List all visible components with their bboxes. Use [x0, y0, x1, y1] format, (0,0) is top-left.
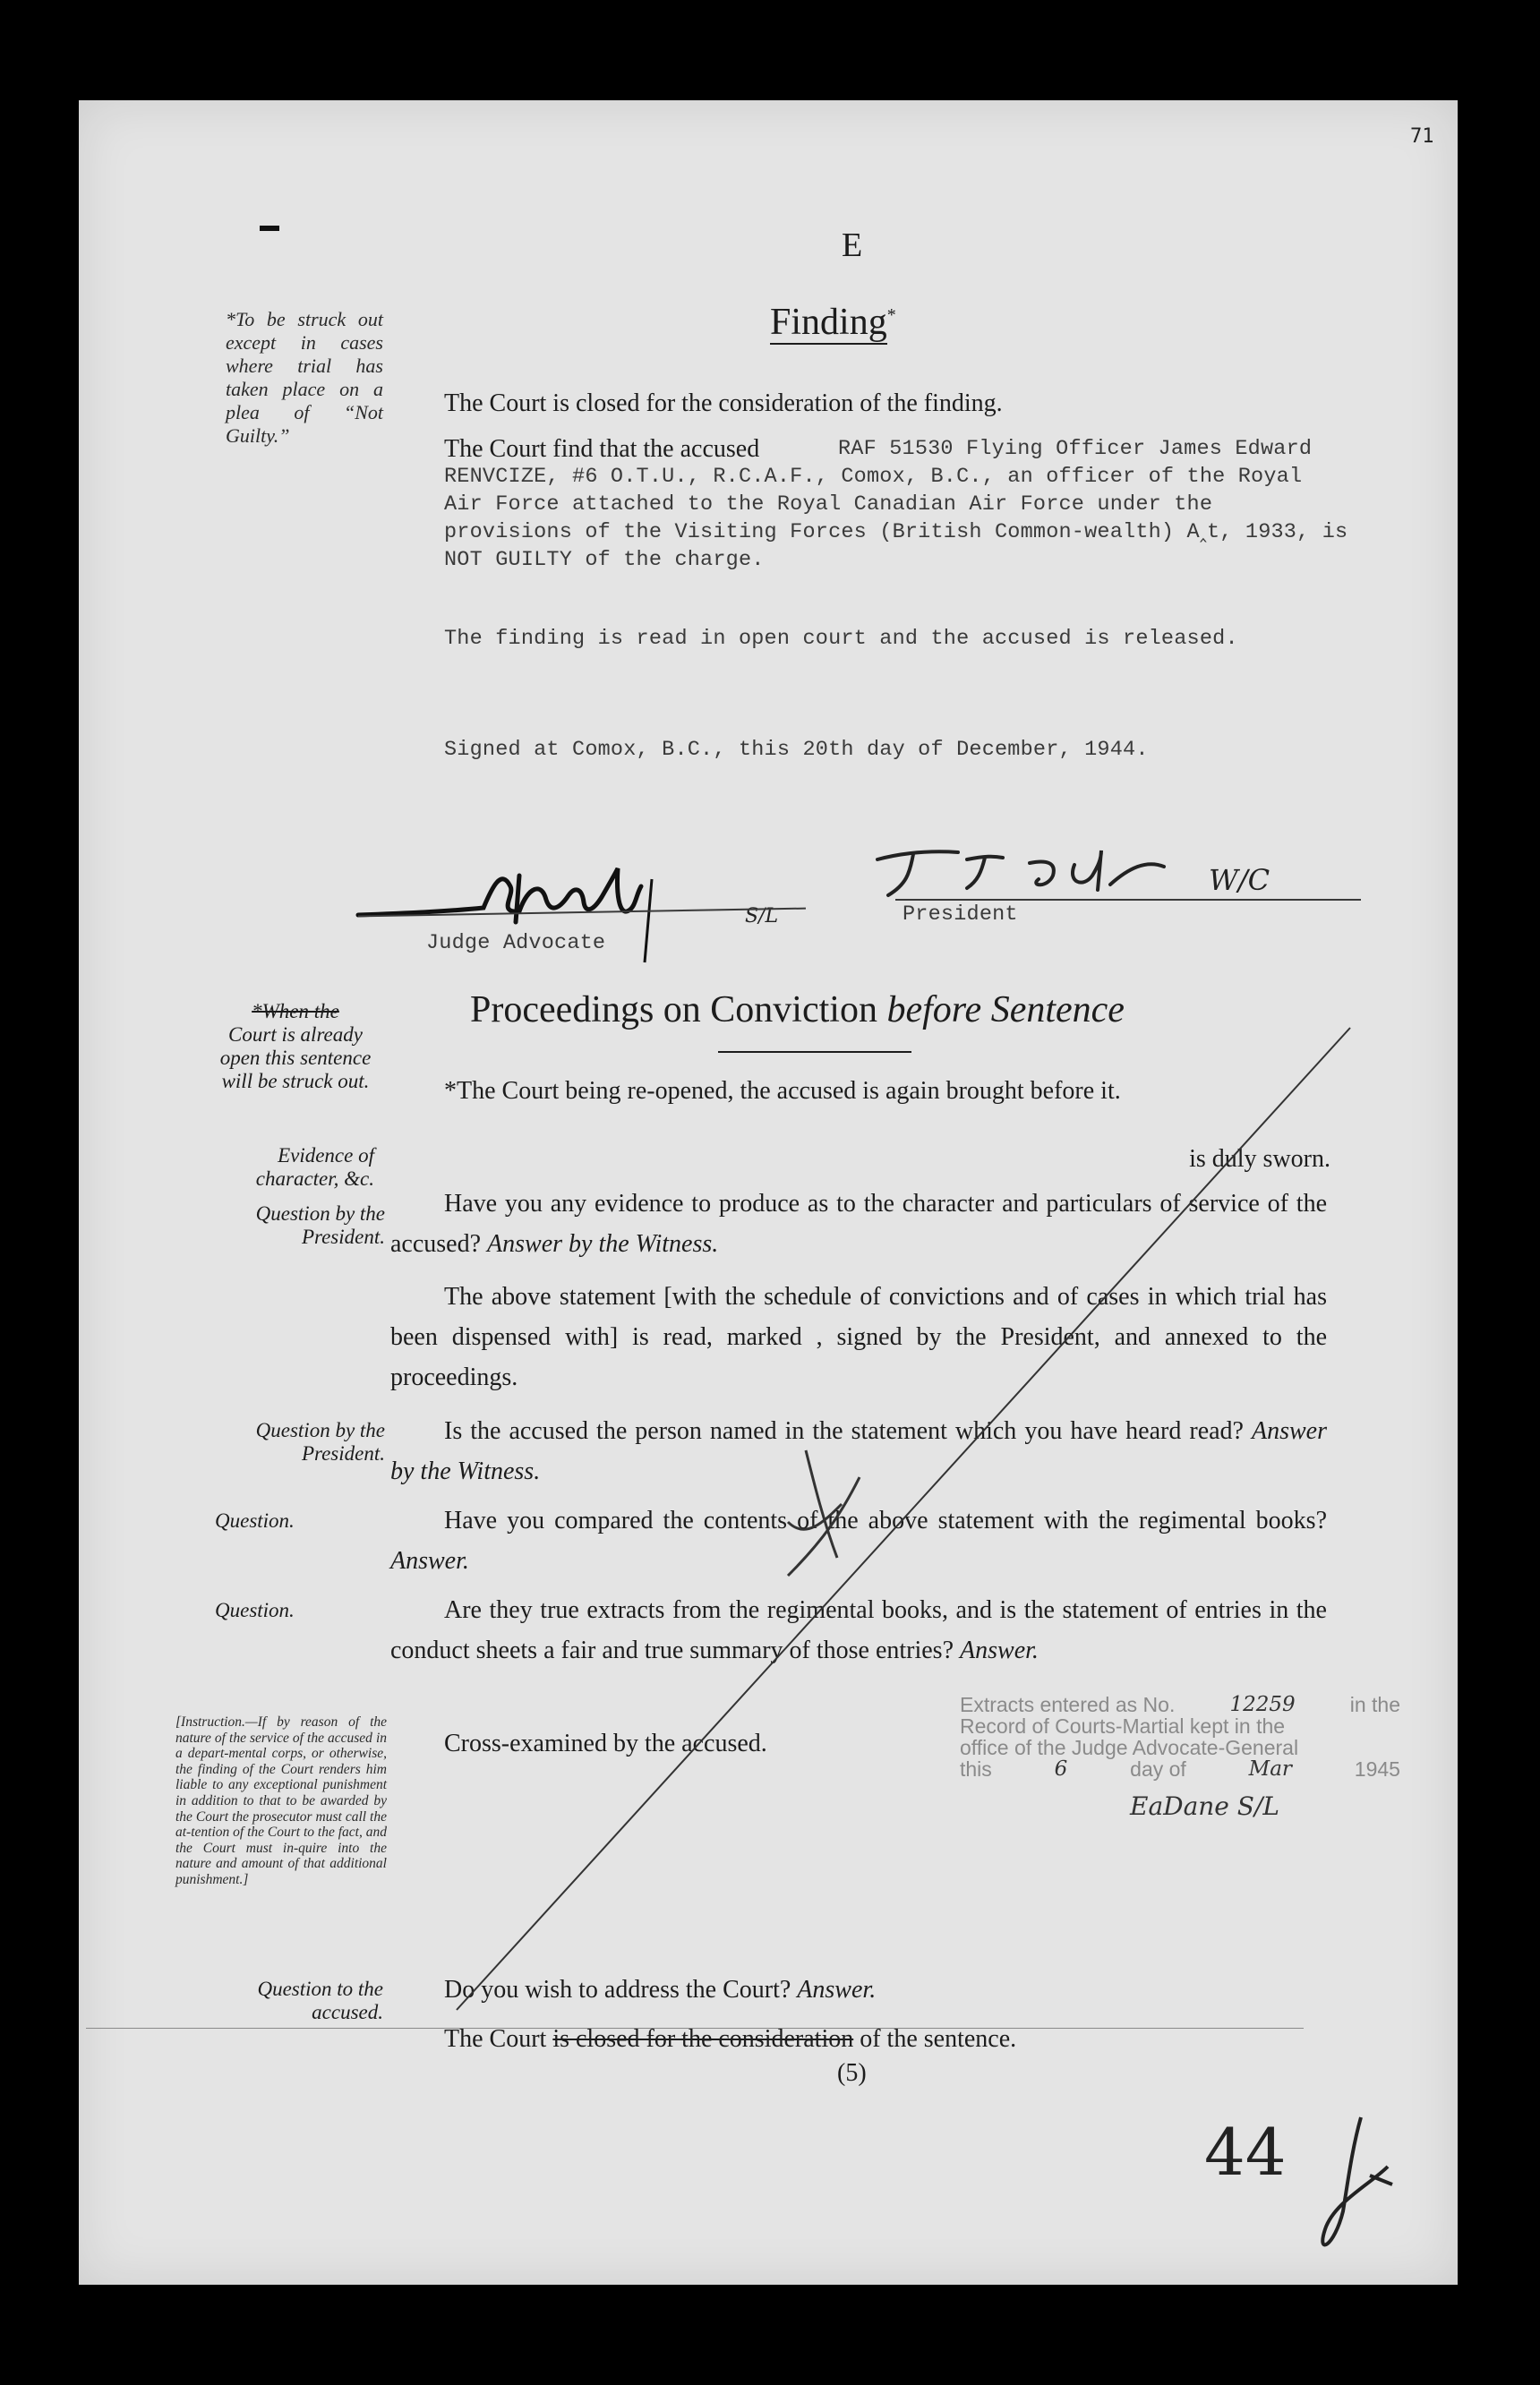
- proceedings-title-part2: before Sentence: [886, 989, 1125, 1030]
- margin-note-question-president-2: Question by the President.: [255, 1419, 385, 1465]
- closed-sentence-a: The Court: [444, 2025, 547, 2053]
- stamp-month: Mar: [1248, 1757, 1292, 1781]
- corner-page-number: 71: [1410, 125, 1434, 148]
- judge-advocate-label: Judge Advocate: [426, 931, 606, 955]
- finding-title-mark: *: [886, 305, 896, 325]
- answer-2: Answer.: [960, 1637, 1039, 1664]
- president-sig-suffix: W/C: [1209, 863, 1270, 897]
- proceedings-above-statement: The above statement [with the schedule of convictions and of cases in which trial has been dispensed with] is read, marked , signed by the President, and annexed to the proceedings.: [390, 1283, 1327, 1391]
- margin-note-question-2: Question.: [215, 1599, 295, 1621]
- folio-initial: [1322, 2117, 1392, 2244]
- margin-note-question-president-1: Question by the President.: [255, 1202, 385, 1248]
- stamp-year: 1945: [1354, 1757, 1400, 1781]
- proceedings-sworn: is duly sworn.: [1189, 1145, 1330, 1173]
- margin-note-when-open-first: *When the: [252, 1000, 339, 1022]
- stamp-initials: EaDane S/L: [1130, 1791, 1279, 1821]
- is-accused-text: Is the accused the person named in the statement which you have heard read?: [444, 1417, 1244, 1445]
- proceedings-reopened: *The Court being re-opened, the accused is again brought before it.: [444, 1077, 1121, 1105]
- finding-read-released: The finding is read in open court and the accused is released.: [444, 627, 1238, 651]
- stamp-row-3: [960, 1737, 1400, 1758]
- stamp-row-2: [960, 1715, 1400, 1737]
- stamp-line4-b: day of: [1130, 1757, 1186, 1781]
- finding-title-text: Finding: [770, 302, 887, 343]
- finding-signed-line: Signed at Comox, B.C., this 20th day of December, 1944.: [444, 738, 1149, 762]
- margin-note-struck-out: *To be struck out except in cases where trial has taken place on a plea of “Not Guilty.”: [226, 308, 383, 447]
- answer-by-witness-1: Answer by the Witness.: [487, 1230, 719, 1258]
- finding-accused-details: RAF 51530 Flying Officer James Edward RENVCIZE, #6 O.T.U., R.C.A.F., Comox, B.C., an officer of the Royal Air Force attached to the Royal Canadian Air Force under the provisions of the Visiting Forces (British Common-wealth) A‸t, 1933, is NOT GUILTY of the charge.: [444, 437, 1348, 572]
- margin-note-instruction: [Instruction.—If by reason of the nature of the service of the accused in a depart-mental corps, or otherwise, the finding of the Court renders him liable to any exceptional punishment in addition to that to be awarded by the Court the prosecutor must call the at-tention of the Court to the fact, and the Court must in-quire into the nature and amount of that additional punishment.]: [175, 1714, 387, 1887]
- judge-sig-suffix: S/L: [745, 905, 779, 928]
- margin-note-evidence: Evidence of character, &c.: [255, 1144, 374, 1190]
- president-label: President: [903, 902, 1018, 927]
- stamp-line1-a: Extracts entered as No.: [960, 1693, 1176, 1716]
- closed-sentence-b: is closed for the consideration: [552, 2025, 854, 2053]
- margin-note-when-open-rest: Court is already open this sentence will be struck out.: [219, 1023, 372, 1092]
- margin-note-question-1: Question.: [215, 1509, 295, 1532]
- have-evidence-text: Have you any evidence to produce as to the character and particulars of service of the accused?: [390, 1190, 1327, 1258]
- stamp-line1-b: in the: [1349, 1693, 1400, 1716]
- finding-lead-text: The Court find that the accused: [444, 435, 760, 463]
- stamp-line3: office of the Judge Advocate-General: [960, 1736, 1299, 1759]
- margin-note-question-accused: Question to the accused.: [257, 1978, 383, 2023]
- stamp-row-4: [960, 1758, 1400, 1780]
- stamp-line4-a: this: [960, 1757, 992, 1781]
- closed-sentence-c: of the sentence.: [860, 2025, 1017, 2053]
- proceedings-title-part1: Proceedings on Conviction: [470, 989, 877, 1030]
- section-letter: E: [842, 227, 863, 264]
- stamp-row-1: [960, 1694, 1400, 1715]
- stamp-day: 6: [1054, 1757, 1068, 1781]
- stamp-number: 12259: [1229, 1693, 1296, 1716]
- answer-1: Answer.: [390, 1547, 469, 1575]
- address-court-text: Do you wish to address the Court?: [444, 1976, 791, 2004]
- answer-3: Answer.: [797, 1976, 877, 2004]
- compared-text: Have you compared the contents of the above statement with the regimental books?: [444, 1507, 1327, 1534]
- answer-by-witness-2: Answer by the Witness.: [390, 1417, 1327, 1485]
- true-extracts-text: Are they true extracts from the regimental books, and is the statement of entries in the conduct sheets a fair and true summary of those entries?: [390, 1596, 1327, 1664]
- page-number: (5): [837, 2059, 867, 2087]
- finding-closed-text: The Court is closed for the consideration of the finding.: [444, 389, 1003, 417]
- stamp-line2: Record of Courts-Martial kept in the: [960, 1714, 1286, 1738]
- handwritten-folio-number: 44: [1204, 2115, 1287, 2190]
- registry-stamp: [960, 1693, 1400, 1821]
- cancel-cross: [788, 1450, 860, 1576]
- cancel-line: [457, 1028, 1350, 2010]
- proceedings-cross-examined: Cross-examined by the accused.: [444, 1730, 767, 1757]
